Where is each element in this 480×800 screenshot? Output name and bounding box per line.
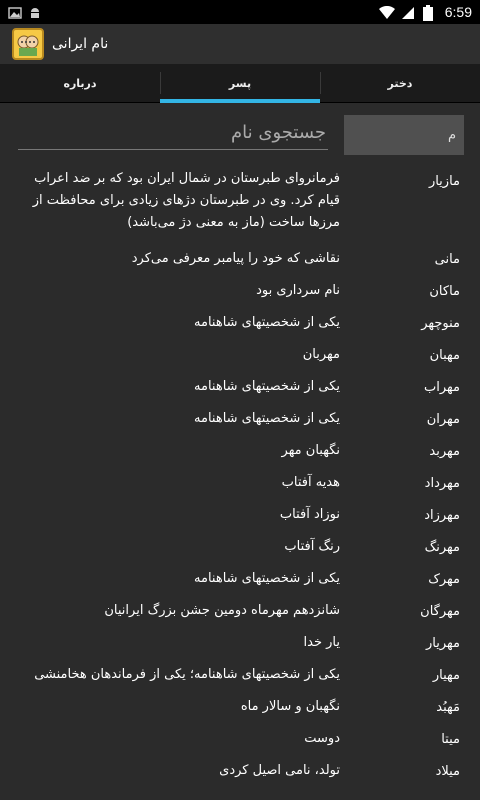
name-meaning: نقاشی که خود را پیامبر معرفی می‌کرد <box>131 251 340 266</box>
name-label: مهران <box>426 412 460 427</box>
list-item[interactable] <box>0 504 480 534</box>
name-meaning: یار خدا <box>303 635 340 650</box>
list-item[interactable] <box>0 376 480 406</box>
list-item[interactable] <box>0 728 480 758</box>
name-label: مهرنگ <box>424 540 460 555</box>
name-meaning: رنگ آفتاب <box>284 539 340 554</box>
list-item[interactable] <box>0 472 480 502</box>
name-meaning: دوست <box>304 731 340 746</box>
name-label: مهیار <box>432 668 460 683</box>
name-meaning: شانزدهم مهرماه دومین جشن بزرگ ایرانیان <box>104 603 340 618</box>
name-meaning: نگهبان مهر <box>281 443 340 458</box>
name-label: مهربد <box>429 444 460 459</box>
list-item[interactable] <box>0 248 480 278</box>
tab-about[interactable]: درباره <box>63 76 97 90</box>
letter-filter[interactable]: م <box>344 115 464 155</box>
name-meaning: یکی از شخصیتهای شاهنامه <box>194 379 340 394</box>
status-bar <box>0 0 480 24</box>
tab-bar <box>0 64 480 103</box>
search-input[interactable] <box>18 115 328 150</box>
wifi-icon <box>379 5 393 19</box>
list-item[interactable] <box>0 600 480 630</box>
name-meaning: یکی از شخصیتهای شاهنامه؛ یکی از فرماندهان هخامنشی <box>34 667 340 682</box>
list-item[interactable] <box>0 408 480 438</box>
name-label: منوچهر <box>421 316 460 331</box>
name-label: مهرگان <box>420 604 460 619</box>
signal-icon <box>401 5 415 19</box>
name-label: میلاد <box>435 764 460 779</box>
name-label: مهرک <box>428 572 460 587</box>
name-label: مانی <box>434 252 460 267</box>
name-meaning: فرمانروای طبرستان در شمال ایران بود که بر ضد اعراب قیام کرد. وی در طبرستان دژهای زیادی برای محافظت از مرزها ساخت (ماز به معنی دژ می‌باشد) <box>32 171 340 230</box>
name-label: مهرداد <box>424 476 460 491</box>
tab-boy[interactable]: پسر <box>160 64 320 102</box>
tab-girl[interactable]: دختر <box>320 64 480 102</box>
name-label: میتا <box>441 732 460 747</box>
list-item[interactable] <box>0 344 480 374</box>
battery-icon <box>423 5 437 19</box>
name-label: ماکان <box>429 284 460 299</box>
name-label: مهرزاد <box>424 508 460 523</box>
name-meaning: یکی از شخصیتهای شاهنامه <box>194 411 340 426</box>
image-notification-icon <box>8 5 22 19</box>
list-item[interactable] <box>0 664 480 694</box>
name-label: مهراب <box>424 380 460 395</box>
name-label: مهبان <box>429 348 460 363</box>
name-label: مازیار <box>428 174 460 189</box>
name-label: مَهبُد <box>436 700 460 715</box>
list-item[interactable] <box>0 568 480 598</box>
list-item[interactable] <box>0 760 480 790</box>
name-label: مهریار <box>426 636 460 651</box>
clock: 6:59 <box>444 4 472 20</box>
name-meaning: نگهبان و سالار ماه <box>240 699 340 714</box>
list-item[interactable] <box>0 536 480 566</box>
list-item[interactable] <box>0 280 480 310</box>
name-meaning: نوزاد آفتاب <box>279 507 340 522</box>
name-meaning: نام سرداری بود <box>256 283 340 298</box>
search-row <box>0 115 480 155</box>
app-logo-icon[interactable] <box>12 28 44 60</box>
name-meaning: تولد، نامی اصیل کردی <box>219 763 340 778</box>
list-item[interactable] <box>0 632 480 662</box>
name-meaning: مهربان <box>302 347 340 362</box>
list-item[interactable] <box>0 696 480 726</box>
action-bar <box>0 24 480 64</box>
android-notification-icon <box>28 5 42 19</box>
name-meaning: یکی از شخصیتهای شاهنامه <box>194 315 340 330</box>
list-item[interactable] <box>0 312 480 342</box>
name-meaning: یکی از شخصیتهای شاهنامه <box>194 571 340 586</box>
list-item[interactable] <box>0 168 480 242</box>
name-meaning: هدیه آفتاب <box>281 475 340 490</box>
app-title: نام ایرانی <box>52 36 109 52</box>
list-item[interactable] <box>0 440 480 470</box>
